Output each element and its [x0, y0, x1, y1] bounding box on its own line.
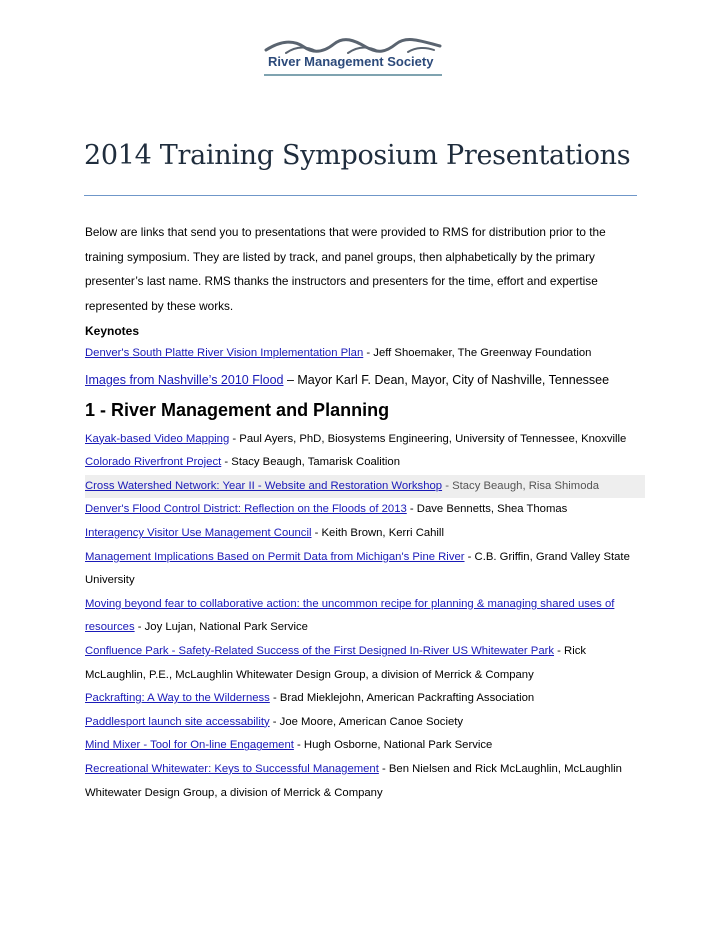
presentation-item — [85, 428, 645, 452]
track-heading: 1 - River Management and Planning — [85, 399, 390, 420]
page-title: 2014 Training Symposium Presentations — [84, 140, 631, 171]
presentation-item — [85, 451, 645, 475]
presenter-info: - Hugh Osborne, National Park Service — [293, 739, 493, 752]
keynote-item — [85, 342, 645, 366]
presentation-item — [85, 734, 645, 758]
presentation-item — [85, 522, 645, 546]
presentation-link[interactable]: Management Implications Based on Permit Data from Michigan's Pine River — [85, 550, 465, 563]
rms-logo — [262, 38, 444, 84]
document-body — [85, 220, 645, 805]
presenter-info: - Joe Moore, American Canoe Society — [269, 715, 464, 728]
presentation-item-highlighted — [85, 475, 645, 499]
keynotes-heading: Keynotes — [85, 324, 140, 338]
keynote-link-south-platte[interactable]: Denver's South Platte River Vision Implementation Plan — [85, 347, 364, 359]
presenter-info: - Keith Brown, Kerri Cahill — [311, 526, 444, 539]
presentation-item — [85, 711, 645, 735]
presentation-link[interactable]: Colorado Riverfront Project — [85, 456, 222, 469]
intro-paragraph: Below are links that send you to presentations that were provided to RMS for distribution prior to the training symposium. They are listed by track, and panel groups, then alphabetically by the primary presenter’s last name. RMS thanks the instructors and presenters for the time, effort and expertise represented by these works. — [85, 225, 606, 313]
title-divider — [84, 195, 637, 196]
presentation-link[interactable]: Moving beyond fear to collaborative action: the uncommon recipe for planning & managing shared uses of resources — [85, 597, 615, 634]
presenter-info: - Stacy Beaugh, Risa Shimoda — [442, 479, 600, 492]
presentation-item — [85, 687, 645, 711]
presentation-item — [85, 593, 645, 640]
presenter-info: - Ben Nielsen and Rick McLaughlin, McLaughlin Whitewater Design Group, a division of Merrick & Company — [85, 762, 622, 799]
keynote-link-nashville-flood[interactable]: Images from Nashville’s 2010 Flood — [85, 372, 284, 387]
presentation-link[interactable]: Denver's Flood Control District: Reflection on the Floods of 2013 — [85, 503, 407, 516]
presentation-item — [85, 546, 645, 593]
logo-text: River Management Society — [268, 54, 434, 69]
logo-underline — [264, 74, 442, 76]
presenter-info: - Rick McLaughlin, P.E., McLaughlin Whitewater Design Group, a division of Merrick & Company — [85, 644, 587, 681]
presenter-info: - Dave Bennetts, Shea Thomas — [406, 503, 568, 516]
presentation-item — [85, 640, 645, 687]
presenter-info: - Paul Ayers, PhD, Biosystems Engineering, University of Tennessee, Knoxville — [229, 432, 627, 445]
presentation-link[interactable]: Packrafting: A Way to the Wilderness — [85, 692, 270, 705]
presentation-link[interactable]: Confluence Park - Safety-Related Success of the First Designed In-River US Whitewater Park — [85, 644, 555, 657]
presentation-link[interactable]: Mind Mixer - Tool for On-line Engagement — [85, 739, 294, 752]
presentation-link[interactable]: Interagency Visitor Use Management Council — [85, 526, 312, 539]
presentation-link[interactable]: Paddlesport launch site accessability — [85, 715, 270, 728]
keynote-item — [85, 366, 645, 394]
presentation-item — [85, 498, 645, 522]
presenter-info: - Stacy Beaugh, Tamarisk Coalition — [221, 456, 400, 469]
presentation-link[interactable]: Cross Watershed Network: Year II - Website and Restoration Workshop — [85, 479, 443, 492]
presentation-item — [85, 758, 645, 805]
presentation-link[interactable]: Kayak-based Video Mapping — [85, 432, 230, 445]
presenter-info: - Joy Lujan, National Park Service — [134, 621, 308, 634]
presenter-info: - Brad Mieklejohn, American Packrafting Association — [269, 692, 535, 705]
presenter-info: - C.B. Griffin, Grand Valley State University — [85, 550, 630, 587]
keynote-presenter: – Mayor Karl F. Dean, Mayor, City of Nashville, Tennessee — [283, 372, 610, 387]
presentation-link[interactable]: Recreational Whitewater: Keys to Successful Management — [85, 762, 379, 775]
keynote-presenter: - Jeff Shoemaker, The Greenway Foundation — [363, 347, 592, 359]
